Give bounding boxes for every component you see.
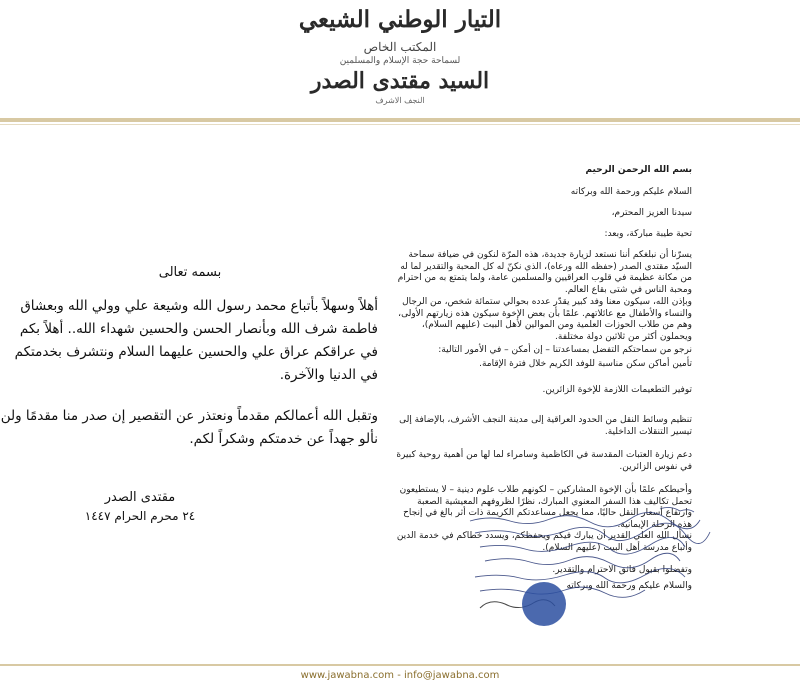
letterhead — [0, 0, 800, 108]
request-paragraph-2: وبإذن الله، سيكون معنا وفد كبير يقدّر عدده بحوالي ستمائة شخص، من الرجال والنساء والأطفال مع عائلاتهم. علمًا بأن بعض الإخوة سيكون هذه زيارتهم الأولى، وهم من طلاب الحوزات العلمية ومن الموالين لأهل البيت (عليهم السلام)، ويحملون أكثر من ثلاثين دولة مختلفة. — [398, 297, 692, 342]
letterhead-honorific: لسماحة حجة الإسلام والمسلمين — [339, 56, 461, 66]
reply-title: بسمه تعالى — [158, 265, 222, 280]
header-divider-thin — [0, 124, 800, 125]
letterhead-office: المكتب الخاص — [363, 40, 437, 54]
seal-stamp — [522, 582, 566, 626]
request-salutation: تحية طيبة مباركة، وبعد: — [604, 229, 692, 239]
footer-divider — [0, 664, 800, 666]
request-paragraph-8: وأحيطكم علمًا بأن الإخوة المشاركين – لكونهم طلاب علوم دينية – لا يستطيعون تحمل تكاليف هذا السفر المعنوي المبارك، نظرًا لظروفهم المعيشية الصعبة وارتفاع أسعار النقل حاليًا، مما يجعل مساعدتكم الكريمة ذات أثر بالغ في إنجاح هذه الرحلة الإيمانية. — [399, 485, 692, 530]
request-addressee: سيدنا العزيز المحترم، — [611, 208, 692, 218]
request-item-housing: تأمين أماكن سكن مناسبة للوفد الكريم خلال فترة الإقامة. — [479, 359, 692, 369]
request-greeting: السلام عليكم ورحمة الله وبركاته — [570, 187, 692, 197]
header-divider — [0, 118, 800, 122]
reply-paragraph-2: وتقبل الله أعمالكم مقدماً ونعتذر عن التقصير إن صدر منا مقدمًا ولن نألو جهداً عن خدمتكم وشكراً لكم. — [0, 408, 378, 447]
reply-signature: مقتدى الصدر — [104, 490, 176, 505]
letterhead-title: التيار الوطني الشيعي — [298, 6, 502, 33]
reply-date: ٢٤ محرم الحرام ١٤٤٧ — [84, 509, 196, 523]
request-closing: والسلام عليكم ورحمة الله وبركاته — [566, 581, 692, 591]
request-paragraph-3: نرجو من سماحتكم التفضل بمساعدتنا – إن أمكن – في الأمور التالية: — [438, 345, 692, 355]
letterhead-name: السيد مقتدى الصدر — [310, 68, 490, 94]
reply-paragraph-1: أهلاً وسهلاً بأتباع محمد رسول الله وشيعة علي وولي الله وبعشاق فاطمة شرف الله وبأنصار الحسن والحسين شهداء الله.. أهلاً بكم في عراقكم عراق علي والحسين عليهما السلام ونتشرف بخدمتكم في الدنيا والآخرة. — [14, 298, 378, 383]
request-item-vaccines: توفير التطعيمات اللازمة للإخوة الزائرين. — [542, 385, 692, 395]
request-item-transport: تنظيم وسائط النقل من الحدود العراقية إلى مدينة النجف الأشرف، بالإضافة إلى تيسير التنقلات الداخلية. — [399, 415, 692, 437]
request-item-shrines: دعم زيارة العتبات المقدسة في الكاظمية وسامراء لما لها من أهمية روحية كبيرة في نفوس الزائرين. — [396, 450, 692, 472]
request-paragraph-10: وتفضلوا بقبول فائق الاحترام والتقدير. — [552, 565, 692, 575]
request-paragraph-9: نسأل الله العلي القدير أن يبارك فيكم ويحفظكم، ويسدد خطاكم في خدمة الدين وأتباع مدرسة أهل البيت (عليهم السلام). — [396, 531, 692, 553]
request-paragraph-1: يسرّنا أن نبلغكم أننا نستعد لزيارة جديدة، هذه المرّة لنكون في ضيافة سماحة السيّد مقتدى الصدر (حفظه الله ورعاه)، الذي نكنّ له كل المحبة والتقدير لما له من مكانة عظيمة في قلوب العراقيين والمسلمين عامة، ولما يتمتع به من احترام ومحبة الناس في شتى بقاع العالم. — [397, 250, 692, 295]
footer-contact: www.jawabna.com - info@jawabna.com — [300, 670, 500, 681]
request-basmala: بسم الله الرحمن الرحيم — [585, 165, 692, 175]
handwritten-note — [460, 503, 720, 618]
letterhead-city: النجف الاشرف — [375, 96, 425, 105]
